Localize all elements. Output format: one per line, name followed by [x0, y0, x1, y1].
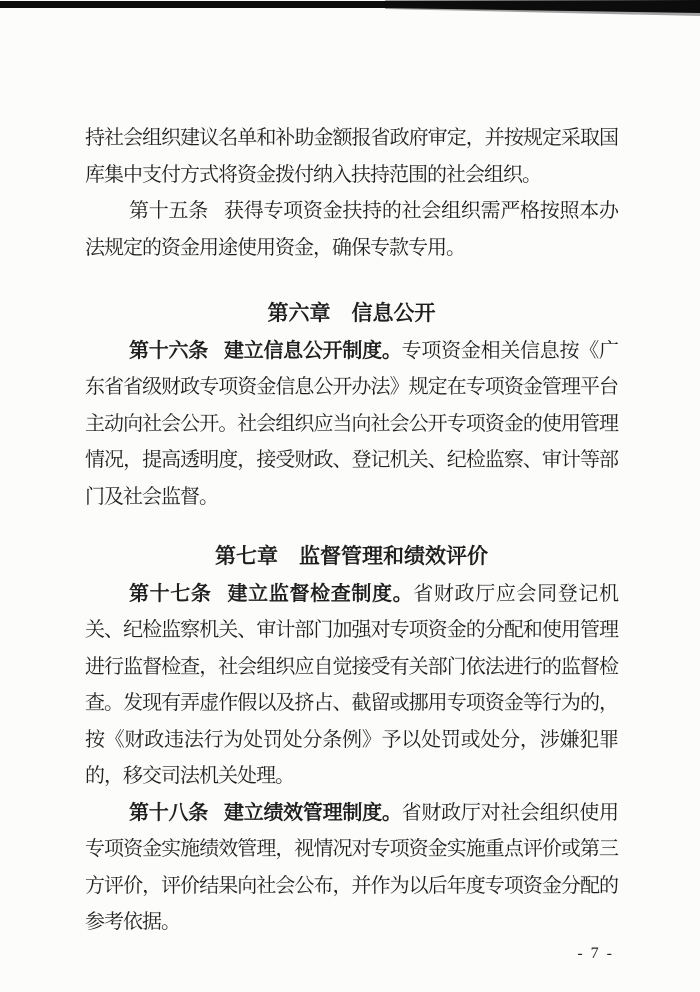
- article-18: [85, 795, 618, 941]
- article-18-title: 建立绩效管理制度。: [223, 801, 402, 824]
- article-17-title: 建立监督检查制度。: [227, 582, 414, 605]
- article-15: [85, 193, 618, 266]
- article-18-text: 省财政厅对社会组织使用专项资金实施绩效管理，视情况对专项资金实施重点评价或第三方评价，评价结果向社会公布，并作为以后年度专项资金分配的参考依据。: [85, 801, 619, 933]
- article-17-number: 第十七条: [129, 582, 212, 605]
- article-16: [85, 333, 618, 516]
- document-body: [85, 120, 618, 941]
- article-17-text: 省财政厅应会同登记机关、纪检监察机关、审计部门加强对专项资金的分配和使用管理进行监督检查，社会组织应自觉接受有关部门依法进行的监督检查。发现有弄虚作假以及挤占、截留或挪用专项资金等行为的，按《财政违法行为处罚处分条例》予以处罚或处分，涉嫌犯罪的，移交司法机关处理。: [85, 582, 619, 787]
- article-16-text: 专项资金相关信息按《广东省省级财政专项资金信息公开办法》规定在专项资金管理平台主动向社会公开。社会组织应当向社会公开专项资金的使用管理情况，提高透明度，接受财政、登记机关、纪检监察、审计等部门及社会监督。: [85, 339, 619, 508]
- paragraph-continuation: [85, 120, 618, 193]
- chapter-7-heading: 第七章 监督管理和绩效评价: [215, 545, 488, 568]
- article-15-text: 获得专项资金扶持的社会组织需严格按照本办法规定的资金用途使用资金，确保专款专用。: [85, 200, 619, 259]
- page-number: - 7 -: [577, 945, 614, 962]
- article-18-number: 第十八条: [129, 801, 208, 824]
- chapter-6-heading: 第六章 信息公开: [267, 302, 436, 325]
- article-17: [85, 576, 618, 795]
- article-16-number: 第十六条: [129, 339, 208, 362]
- paragraph-text: 持社会组织建议名单和补助金额报省政府审定，并按规定采取国库集中支付方式将资金拨付纳入扶持范围的社会组织。: [85, 127, 618, 186]
- article-15-number: 第十五条: [129, 200, 208, 222]
- article-16-title: 建立信息公开制度。: [223, 339, 402, 362]
